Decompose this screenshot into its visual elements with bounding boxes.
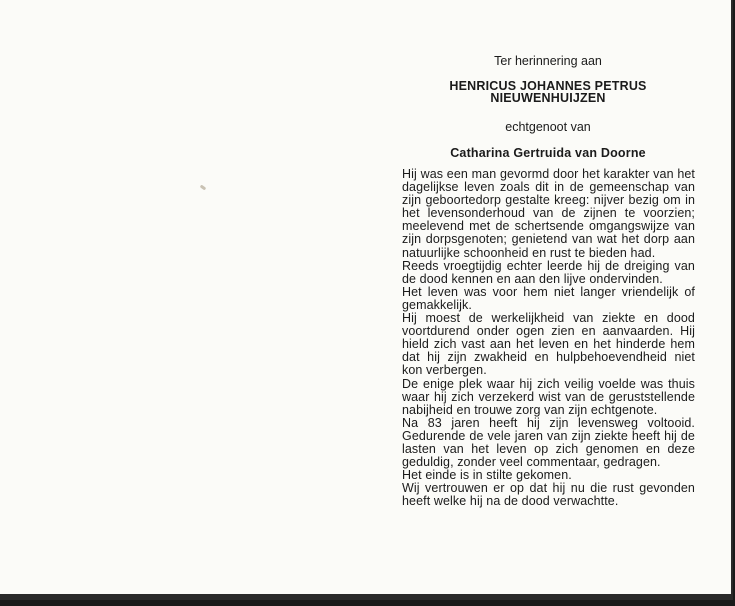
spouse-name: Catharina Gertruida van Doorne xyxy=(450,146,646,160)
deceased-name-line1: HENRICUS JOHANNES PETRUS xyxy=(449,79,647,93)
deceased-name-line2: NIEUWENHUIJZEN xyxy=(490,91,606,105)
intro-line: Ter herinnering aan xyxy=(494,54,602,68)
paragraph: Hij moest de werkelijkheid van ziekte en dood voortdurend onder ogen zien en aanvaarden. Hij hield zich vast aan het leven en het hinderde hem dat hij zijn zwakheid en hulpbehoevendheid niet kon verbergen. xyxy=(402,311,695,378)
paragraph: Reeds vroegtijdig echter leerde hij de dreiging van de dood kennen en aan den lijve ondervinden. xyxy=(402,258,695,286)
paragraph: Het einde is in stilte gekomen. xyxy=(402,468,572,483)
paragraph: De enige plek waar hij zich veilig voelde was thuis waar hij zich verzekerd wist van de geruststellende nabijheid en trouwe zorg van zijn echtgenote. xyxy=(402,376,695,417)
paragraph: Na 83 jaren heeft hij zijn levensweg voltooid. Gedurende de vele jaren van zijn ziekte heeft hij de lasten van het leven op zich genomen en deze geduldig, zonder veel commentaar, gedragen. xyxy=(402,415,695,470)
paragraph: Hij was een man gevormd door het karakter van het dagelijkse leven zoals dit in de gemeenschap van zijn geboortedorp gestalte kreeg: nijver bezig om in het levensonderhoud van de zijnen te voorzien; meelevend met de schertsende omgangswijze van zijn dorpsgenoten; genietend van wat het dorp aan natuurlijke schoonheid en rust te bieden had. xyxy=(402,167,695,260)
deceased-name xyxy=(400,80,696,104)
paragraph: Wij vertrouwen er op dat hij nu die rust gevonden heeft welke hij na de dood verwachtte. xyxy=(402,481,695,509)
paper-speck xyxy=(200,185,207,191)
spouse-label: echtgenoot van xyxy=(505,120,591,134)
paragraph: Het leven was voor hem niet langer vriendelijk of gemakkelijk. xyxy=(402,284,695,312)
memorial-text xyxy=(402,168,695,508)
